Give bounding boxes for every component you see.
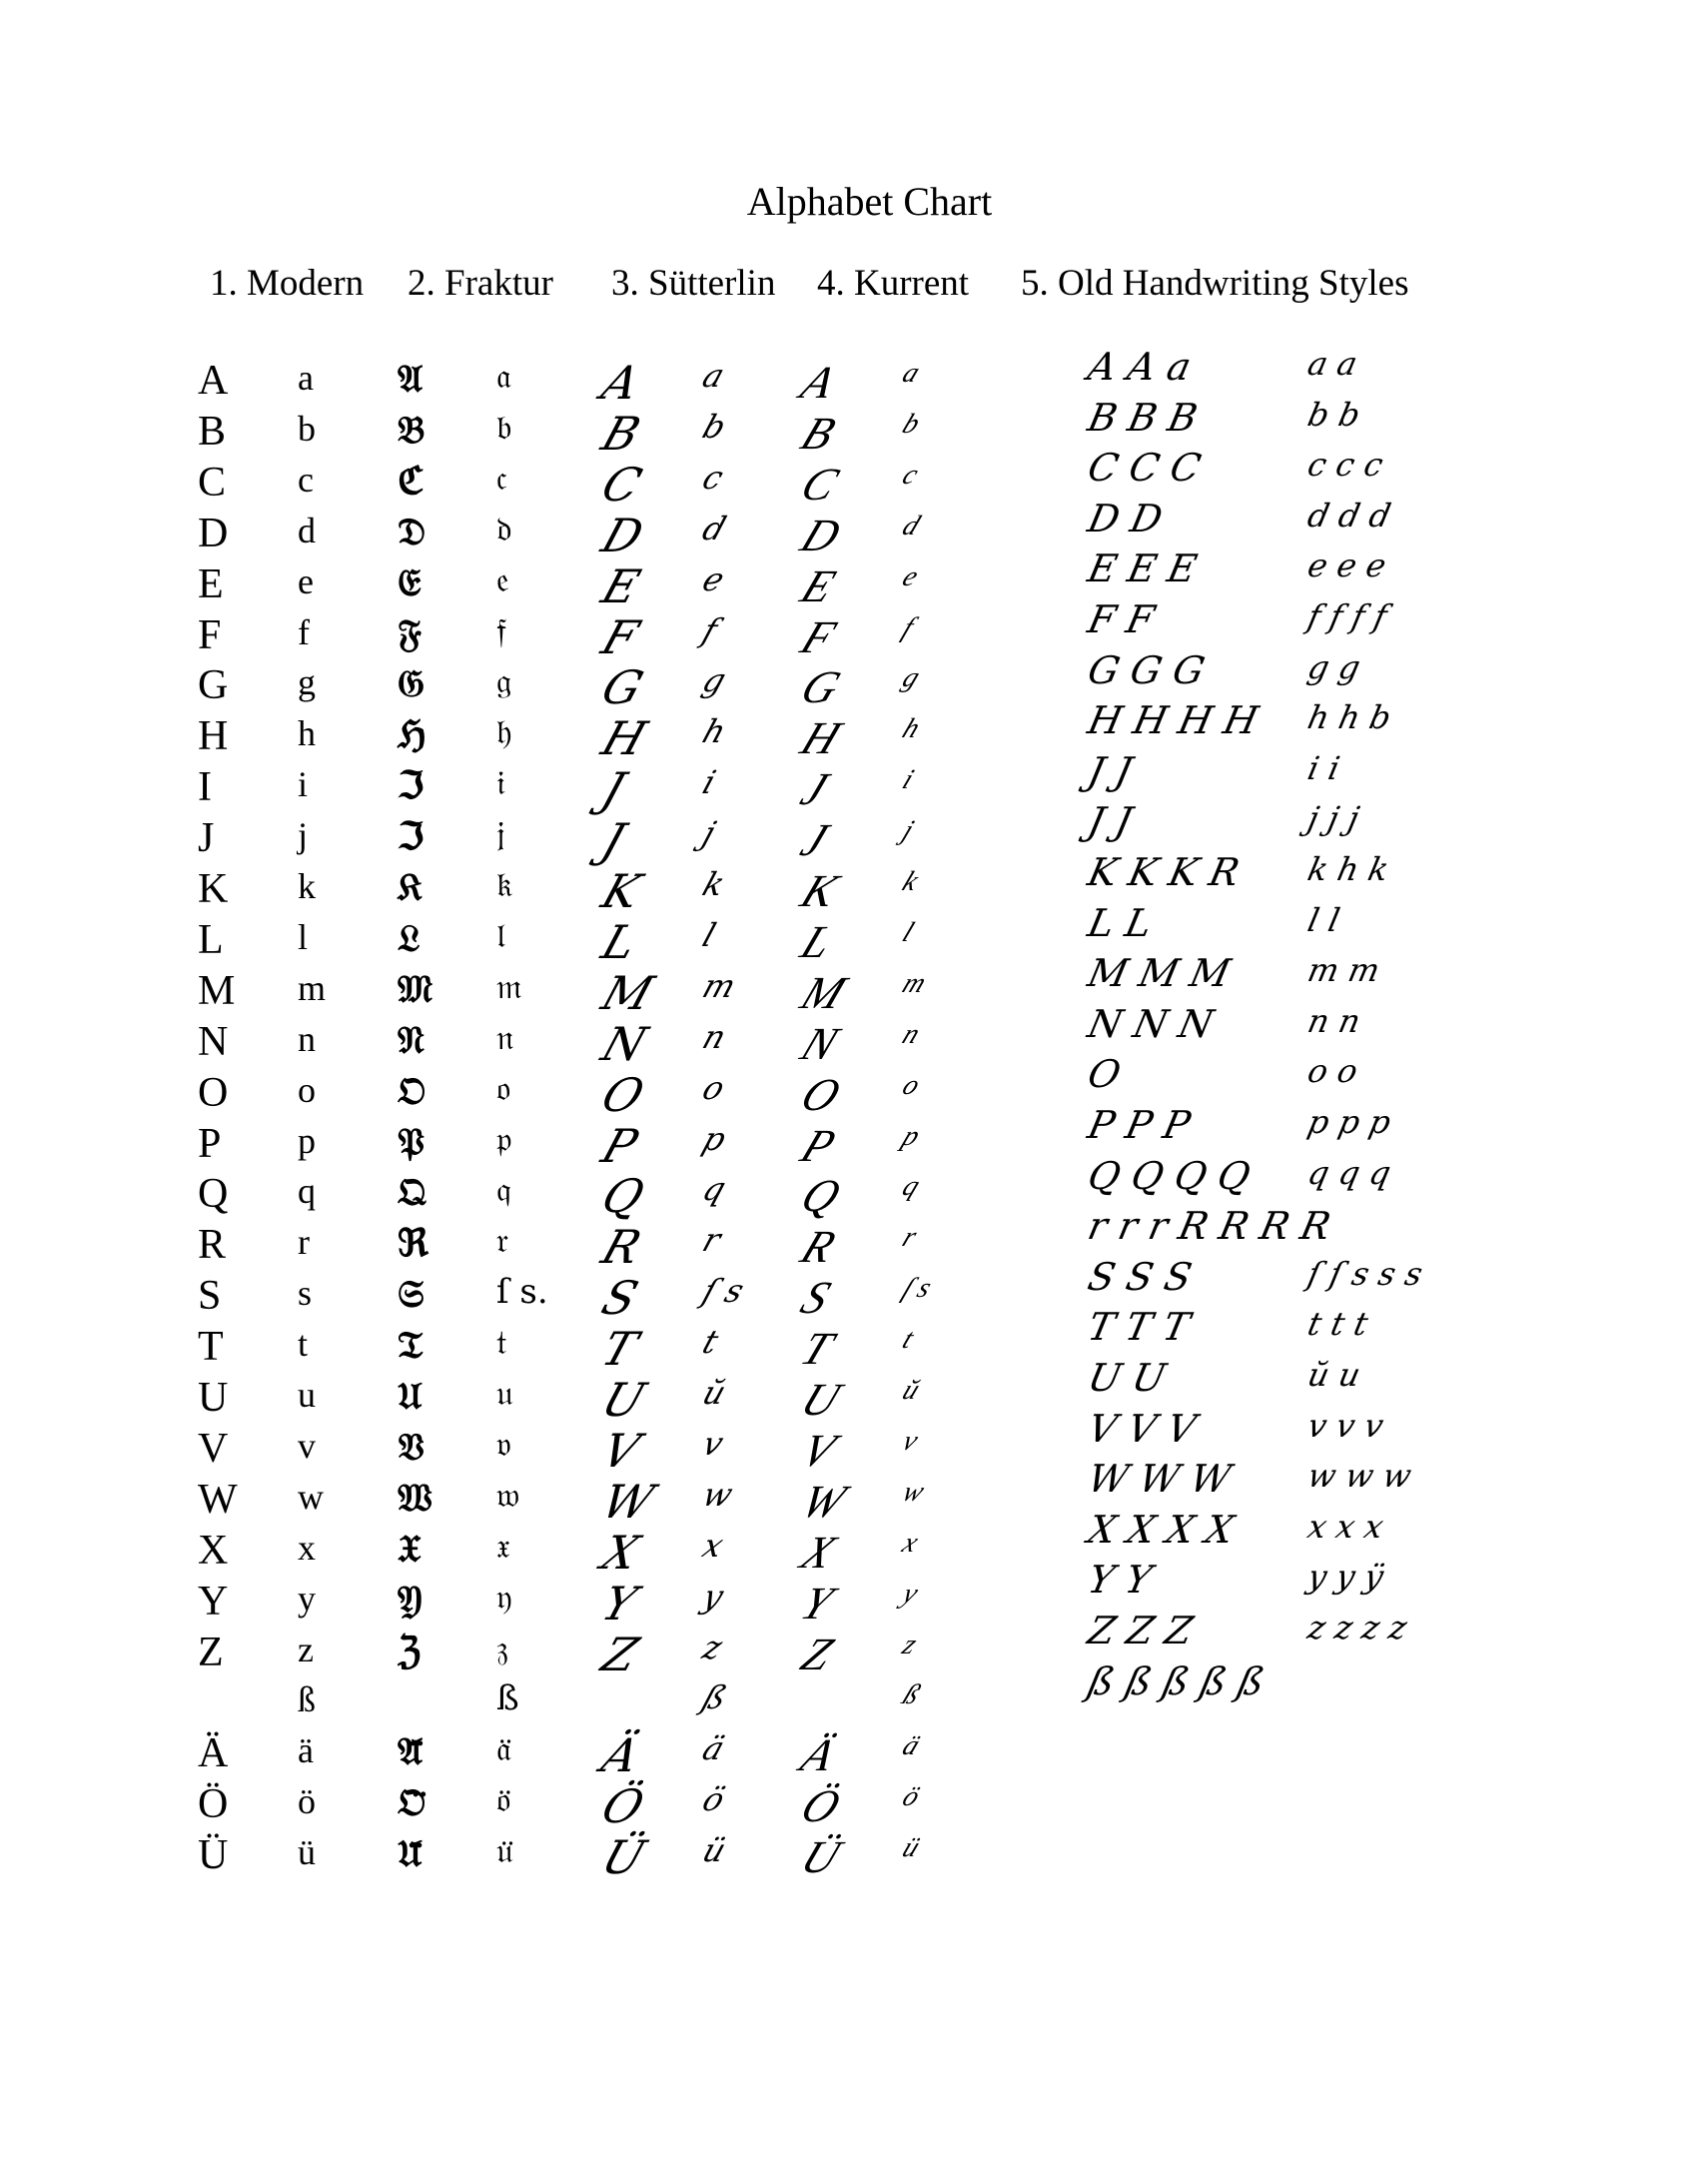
old-style-lower: j j j bbox=[1303, 799, 1363, 837]
old-style-lower: k h k bbox=[1303, 850, 1392, 888]
sutterlin-lower-letter: b bbox=[697, 408, 731, 446]
old-style-lower: h h b bbox=[1303, 698, 1395, 736]
kurrent-lower-letter: ö bbox=[897, 1781, 925, 1812]
sutterlin-upper-letter: P bbox=[595, 1119, 644, 1173]
sutterlin-upper-letter: D bbox=[595, 509, 650, 562]
modern-upper-letter: Z bbox=[198, 1630, 224, 1675]
sutterlin-lower-letter: l bbox=[697, 916, 721, 954]
old-style-upper: D D bbox=[1084, 497, 1167, 541]
old-style-lower: p p p bbox=[1303, 1103, 1394, 1141]
modern-lower-letter: o bbox=[298, 1070, 316, 1110]
modern-upper-letter: F bbox=[198, 612, 222, 658]
fraktur-upper-letter: 𝔙 bbox=[398, 1424, 424, 1469]
sutterlin-lower-letter: ſ s bbox=[697, 1272, 749, 1310]
fraktur-upper-letter: 𝔖 bbox=[398, 1271, 424, 1316]
kurrent-upper-letter: E bbox=[793, 560, 843, 611]
fraktur-upper-letter: 𝔔 bbox=[398, 1169, 426, 1214]
sutterlin-upper-letter: L bbox=[595, 915, 644, 969]
fraktur-lower-letter: 𝔧 bbox=[496, 814, 505, 854]
modern-lower-letter: a bbox=[298, 358, 314, 398]
fraktur-upper-letter: 𝔒̈ bbox=[398, 1779, 426, 1824]
modern-upper-letter: Q bbox=[198, 1171, 229, 1217]
fraktur-lower-letter: 𝔨 bbox=[496, 865, 513, 905]
sutterlin-upper-letter: A bbox=[595, 356, 647, 410]
fraktur-lower-letter: 𝔡 bbox=[496, 510, 512, 549]
modern-lower-letter: f bbox=[298, 612, 310, 652]
modern-lower-letter: ß bbox=[298, 1679, 316, 1719]
modern-upper-letter: H bbox=[198, 713, 229, 759]
old-style-upper: Q Q Q Q bbox=[1084, 1154, 1255, 1198]
fraktur-lower-letter: 𝔮 bbox=[496, 1170, 511, 1210]
modern-lower-letter: ü bbox=[298, 1832, 316, 1872]
fraktur-lower-letter: 𝔟 bbox=[496, 408, 512, 448]
modern-lower-letter: u bbox=[298, 1375, 316, 1415]
old-style-lower: t t t bbox=[1303, 1305, 1371, 1343]
modern-upper-letter: Ü bbox=[198, 1832, 229, 1878]
sutterlin-lower-letter: i bbox=[697, 763, 721, 801]
fraktur-upper-letter: ℜ bbox=[398, 1220, 428, 1265]
fraktur-upper-letter: 𝔘̈ bbox=[398, 1830, 423, 1875]
old-style-upper: W W W bbox=[1084, 1457, 1236, 1501]
modern-lower-letter: c bbox=[298, 460, 314, 500]
old-style-upper: M M M bbox=[1084, 951, 1235, 995]
sutterlin-lower-letter: c bbox=[697, 459, 729, 497]
sutterlin-lower-letter: z bbox=[697, 1629, 728, 1666]
old-style-upper: V V V bbox=[1084, 1407, 1201, 1451]
kurrent-lower-letter: d bbox=[897, 511, 925, 542]
fraktur-upper-letter: 𝔛 bbox=[398, 1526, 422, 1571]
old-style-upper: Z Z Z bbox=[1084, 1609, 1198, 1652]
fraktur-lower-letter: 𝔯 bbox=[496, 1221, 509, 1261]
kurrent-upper-letter: U bbox=[793, 1374, 848, 1425]
old-style-upper: U U bbox=[1084, 1356, 1170, 1400]
sutterlin-lower-letter: h bbox=[697, 712, 731, 750]
modern-lower-letter: z bbox=[298, 1630, 314, 1669]
old-style-upper: C C C bbox=[1084, 446, 1206, 490]
kurrent-lower-letter: v bbox=[897, 1426, 923, 1457]
modern-lower-letter: r bbox=[298, 1222, 310, 1262]
sutterlin-upper-letter: Ä bbox=[595, 1728, 647, 1782]
old-style-lower: ŭ u bbox=[1303, 1356, 1364, 1394]
modern-upper-letter: X bbox=[198, 1528, 229, 1574]
kurrent-lower-letter: x bbox=[897, 1528, 923, 1559]
sutterlin-upper-letter: K bbox=[595, 864, 648, 918]
modern-lower-letter: b bbox=[298, 409, 316, 449]
old-style-lower: e e e bbox=[1303, 546, 1390, 584]
kurrent-upper-letter: K bbox=[793, 865, 846, 916]
kurrent-lower-letter: i bbox=[897, 764, 919, 795]
modern-lower-letter: p bbox=[298, 1121, 316, 1161]
kurrent-lower-letter: t bbox=[897, 1324, 919, 1355]
sutterlin-upper-letter: Z bbox=[595, 1628, 645, 1681]
modern-lower-letter: x bbox=[298, 1528, 316, 1568]
sutterlin-upper-letter: Ö bbox=[595, 1779, 651, 1833]
modern-upper-letter: U bbox=[198, 1375, 229, 1421]
modern-lower-letter: m bbox=[298, 968, 327, 1008]
old-style-lower: n n bbox=[1303, 1002, 1364, 1040]
old-style-lower: l l bbox=[1303, 901, 1343, 939]
kurrent-lower-letter: h bbox=[897, 713, 925, 744]
fraktur-lower-letter: 𝔬̈ bbox=[496, 1780, 511, 1820]
old-style-upper: T T T bbox=[1084, 1305, 1194, 1349]
fraktur-upper-letter: 𝔗 bbox=[398, 1322, 423, 1367]
sutterlin-upper-letter: J bbox=[595, 762, 632, 816]
kurrent-lower-letter: ß bbox=[897, 1679, 925, 1710]
kurrent-lower-letter: b bbox=[897, 409, 925, 440]
kurrent-lower-letter: p bbox=[897, 1121, 925, 1152]
kurrent-upper-letter: G bbox=[793, 661, 848, 712]
kurrent-upper-letter: J bbox=[793, 763, 835, 814]
fraktur-upper-letter: ℑ bbox=[398, 762, 424, 807]
sutterlin-upper-letter: M bbox=[595, 966, 660, 1020]
old-style-upper: F F bbox=[1084, 597, 1159, 641]
old-style-lower: y y ÿ bbox=[1303, 1558, 1387, 1596]
sutterlin-lower-letter: x bbox=[697, 1527, 729, 1565]
kurrent-upper-letter: Ü bbox=[793, 1831, 848, 1882]
fraktur-lower-letter: 𝔲̈ bbox=[496, 1831, 513, 1871]
kurrent-upper-letter: Ä bbox=[793, 1729, 843, 1780]
sutterlin-upper-letter: C bbox=[595, 458, 648, 512]
fraktur-upper-letter: 𝔅 bbox=[398, 407, 425, 452]
old-style-lower: x x x bbox=[1303, 1508, 1387, 1546]
fraktur-upper-letter: 𝔈 bbox=[398, 559, 422, 604]
old-style-upper: Y Y bbox=[1084, 1558, 1156, 1602]
kurrent-lower-letter: ŭ bbox=[897, 1375, 925, 1406]
fraktur-upper-letter: 𝔒 bbox=[398, 1068, 426, 1113]
fraktur-lower-letter: 𝔷 bbox=[496, 1629, 509, 1668]
old-style-lower: v v v bbox=[1303, 1407, 1387, 1445]
kurrent-upper-letter: Q bbox=[793, 1170, 848, 1221]
fraktur-upper-letter: 𝔏 bbox=[398, 915, 421, 960]
fraktur-upper-letter: 𝔉 bbox=[398, 610, 423, 655]
modern-lower-letter: g bbox=[298, 662, 316, 702]
header-sutterlin: 3. Sütterlin bbox=[611, 263, 776, 304]
modern-upper-letter: I bbox=[198, 764, 212, 810]
sutterlin-lower-letter: r bbox=[697, 1221, 726, 1259]
fraktur-lower-letter: ſ s. bbox=[496, 1272, 548, 1312]
header-fraktur: 2. Fraktur bbox=[408, 263, 553, 304]
modern-lower-letter: n bbox=[298, 1019, 316, 1059]
sutterlin-upper-letter: S bbox=[595, 1271, 645, 1325]
fraktur-upper-letter: 𝔓 bbox=[398, 1119, 425, 1164]
modern-upper-letter: V bbox=[198, 1426, 229, 1472]
fraktur-lower-letter: 𝔞 bbox=[496, 357, 511, 397]
sutterlin-lower-letter: f bbox=[697, 611, 723, 649]
old-style-lower: z z z z bbox=[1303, 1609, 1410, 1646]
sutterlin-upper-letter: H bbox=[595, 711, 653, 765]
fraktur-upper-letter: 𝔚 bbox=[398, 1475, 432, 1520]
old-style-lower: b b bbox=[1303, 396, 1364, 434]
sutterlin-lower-letter: v bbox=[697, 1425, 729, 1463]
sutterlin-upper-letter: Ü bbox=[595, 1830, 652, 1884]
fraktur-lower-letter: 𝔪 bbox=[496, 967, 522, 1007]
modern-upper-letter: D bbox=[198, 511, 229, 556]
modern-upper-letter: L bbox=[198, 917, 224, 963]
old-style-lower: a a bbox=[1303, 345, 1361, 383]
header-modern: 1. Modern bbox=[210, 263, 365, 304]
fraktur-upper-letter: ℭ bbox=[398, 458, 424, 503]
modern-upper-letter: Y bbox=[198, 1579, 229, 1625]
modern-upper-letter: R bbox=[198, 1222, 227, 1268]
sutterlin-lower-letter: d bbox=[697, 510, 731, 547]
sutterlin-lower-letter: ö bbox=[697, 1780, 730, 1818]
sutterlin-upper-letter: F bbox=[595, 610, 645, 664]
kurrent-upper-letter: C bbox=[793, 459, 846, 510]
sutterlin-lower-letter: p bbox=[697, 1120, 731, 1158]
modern-lower-letter: h bbox=[298, 713, 316, 753]
fraktur-upper-letter: 𝔊 bbox=[398, 660, 425, 705]
sutterlin-upper-letter: E bbox=[595, 559, 647, 613]
header-kurrent: 4. Kurrent bbox=[817, 263, 970, 304]
modern-upper-letter: C bbox=[198, 460, 227, 506]
fraktur-upper-letter: ℌ bbox=[398, 711, 426, 756]
kurrent-lower-letter: a bbox=[897, 358, 925, 389]
fraktur-upper-letter: 𝔄̈ bbox=[398, 1728, 423, 1773]
modern-lower-letter: l bbox=[298, 917, 309, 957]
kurrent-upper-letter: Z bbox=[793, 1629, 841, 1679]
modern-lower-letter: y bbox=[298, 1579, 316, 1619]
old-style-upper: J J bbox=[1084, 749, 1137, 793]
modern-upper-letter: A bbox=[198, 358, 229, 404]
header-old-handwriting: 5. Old Handwriting Styles bbox=[1021, 263, 1409, 304]
old-style-upper: X X X X bbox=[1084, 1508, 1239, 1552]
fraktur-lower-letter: 𝔣 bbox=[496, 611, 507, 651]
old-style-upper: O bbox=[1084, 1052, 1125, 1096]
sutterlin-lower-letter: o bbox=[697, 1069, 730, 1107]
kurrent-upper-letter: F bbox=[793, 611, 843, 662]
modern-lower-letter: k bbox=[298, 866, 316, 906]
sutterlin-lower-letter: k bbox=[697, 865, 730, 903]
kurrent-upper-letter: A bbox=[793, 357, 843, 408]
sutterlin-lower-letter: ŭ bbox=[697, 1374, 731, 1412]
kurrent-upper-letter: V bbox=[793, 1425, 843, 1476]
fraktur-upper-letter: ℨ bbox=[398, 1628, 422, 1672]
kurrent-lower-letter: j bbox=[897, 815, 919, 846]
fraktur-lower-letter: 𝔱 bbox=[496, 1323, 507, 1363]
kurrent-lower-letter: l bbox=[897, 917, 919, 948]
old-style-upper: A A a bbox=[1084, 345, 1196, 389]
sutterlin-lower-letter: ä bbox=[697, 1729, 730, 1767]
kurrent-lower-letter: q bbox=[897, 1171, 925, 1202]
old-style-lower: g g bbox=[1303, 648, 1364, 686]
kurrent-lower-letter: y bbox=[897, 1579, 923, 1610]
sutterlin-upper-letter: B bbox=[595, 407, 647, 461]
old-style-lower: w w w bbox=[1303, 1457, 1415, 1495]
sutterlin-lower-letter: t bbox=[697, 1323, 724, 1361]
sutterlin-upper-letter: Q bbox=[595, 1169, 651, 1223]
fraktur-upper-letter: ℑ bbox=[398, 813, 424, 858]
sutterlin-lower-letter: ü bbox=[697, 1831, 731, 1869]
kurrent-lower-letter: c bbox=[897, 460, 923, 491]
sutterlin-upper-letter: Y bbox=[595, 1577, 644, 1631]
sutterlin-lower-letter: m bbox=[697, 967, 741, 1005]
kurrent-upper-letter: Y bbox=[793, 1578, 841, 1629]
modern-lower-letter: i bbox=[298, 764, 309, 804]
kurrent-lower-letter: z bbox=[897, 1630, 922, 1660]
fraktur-upper-letter: 𝔄 bbox=[398, 356, 423, 401]
old-style-upper: ß ß ß ß ß bbox=[1084, 1659, 1268, 1703]
kurrent-lower-letter: r bbox=[897, 1222, 922, 1253]
kurrent-upper-letter: W bbox=[793, 1476, 853, 1527]
modern-lower-letter: e bbox=[298, 561, 314, 601]
fraktur-lower-letter: 𝔤 bbox=[496, 661, 512, 701]
kurrent-upper-letter: M bbox=[793, 967, 853, 1018]
modern-lower-letter: w bbox=[298, 1477, 324, 1517]
modern-upper-letter: Ä bbox=[198, 1730, 229, 1776]
fraktur-upper-letter: 𝔘 bbox=[398, 1373, 423, 1418]
kurrent-lower-letter: e bbox=[897, 561, 923, 592]
old-style-lower: m m bbox=[1303, 951, 1383, 989]
kurrent-upper-letter: B bbox=[793, 408, 843, 459]
kurrent-upper-letter: L bbox=[793, 916, 841, 967]
fraktur-upper-letter: 𝔑 bbox=[398, 1017, 425, 1062]
fraktur-lower-letter: 𝔵 bbox=[496, 1527, 510, 1567]
modern-lower-letter: d bbox=[298, 511, 316, 550]
sutterlin-lower-letter: e bbox=[697, 560, 730, 598]
modern-lower-letter: q bbox=[298, 1171, 316, 1211]
fraktur-lower-letter: 𝔳 bbox=[496, 1425, 512, 1465]
modern-lower-letter: s bbox=[298, 1273, 313, 1313]
old-style-upper: L L bbox=[1084, 901, 1157, 945]
old-style-upper: K K K R bbox=[1084, 850, 1244, 894]
sutterlin-lower-letter: j bbox=[697, 814, 721, 852]
kurrent-lower-letter: n bbox=[897, 1019, 925, 1050]
kurrent-upper-letter: N bbox=[793, 1018, 846, 1069]
sutterlin-upper-letter: W bbox=[595, 1475, 661, 1529]
old-style-lower: ſ ſ s s s bbox=[1303, 1255, 1426, 1293]
old-style-upper: G G G bbox=[1084, 648, 1209, 692]
sutterlin-lower-letter: n bbox=[697, 1018, 731, 1056]
sutterlin-upper-letter: J bbox=[595, 813, 632, 867]
kurrent-lower-letter: o bbox=[897, 1070, 925, 1101]
page-title: Alphabet Chart bbox=[746, 179, 993, 224]
old-style-lower: i i bbox=[1303, 749, 1343, 787]
kurrent-upper-letter: T bbox=[793, 1323, 841, 1374]
modern-upper-letter: E bbox=[198, 561, 224, 607]
kurrent-lower-letter: ä bbox=[897, 1730, 925, 1761]
fraktur-lower-letter: 𝔫 bbox=[496, 1018, 514, 1058]
fraktur-lower-letter: 𝔦 bbox=[496, 763, 505, 803]
modern-upper-letter: G bbox=[198, 662, 229, 708]
kurrent-lower-letter: k bbox=[897, 866, 923, 897]
old-style-lower: q q q bbox=[1303, 1154, 1394, 1192]
kurrent-upper-letter: J bbox=[793, 814, 835, 865]
sutterlin-lower-letter: q bbox=[697, 1170, 731, 1208]
old-style-upper: H H H H bbox=[1084, 698, 1263, 742]
sutterlin-upper-letter: R bbox=[595, 1220, 648, 1274]
fraktur-lower-letter: 𝔬 bbox=[496, 1069, 511, 1109]
kurrent-upper-letter: R bbox=[793, 1221, 843, 1272]
kurrent-lower-letter: m bbox=[897, 968, 931, 999]
kurrent-upper-letter: D bbox=[793, 510, 848, 560]
modern-upper-letter: O bbox=[198, 1070, 229, 1116]
sutterlin-upper-letter: O bbox=[595, 1068, 651, 1122]
fraktur-lower-letter: 𝔶 bbox=[496, 1578, 512, 1618]
fraktur-lower-letter: 𝔠 bbox=[496, 459, 507, 499]
modern-upper-letter: J bbox=[198, 815, 215, 861]
old-style-upper: B B B bbox=[1084, 396, 1202, 440]
fraktur-lower-letter: ß bbox=[496, 1678, 519, 1718]
old-style-upper: r r r R R R R bbox=[1084, 1204, 1335, 1248]
sutterlin-lower-letter: w bbox=[697, 1476, 738, 1514]
sutterlin-lower-letter: g bbox=[697, 661, 731, 699]
fraktur-upper-letter: 𝔇 bbox=[398, 509, 426, 553]
modern-upper-letter: M bbox=[198, 968, 236, 1014]
modern-upper-letter: W bbox=[198, 1477, 238, 1523]
kurrent-upper-letter: O bbox=[793, 1069, 848, 1120]
kurrent-upper-letter: H bbox=[793, 712, 848, 763]
modern-upper-letter: P bbox=[198, 1121, 222, 1167]
modern-upper-letter: B bbox=[198, 409, 227, 455]
sutterlin-upper-letter: T bbox=[595, 1322, 644, 1376]
old-style-upper: E E E bbox=[1084, 546, 1202, 590]
old-style-lower: c c c bbox=[1303, 446, 1387, 484]
fraktur-lower-letter: 𝔥 bbox=[496, 712, 512, 752]
fraktur-upper-letter: 𝔜 bbox=[398, 1577, 423, 1622]
fraktur-upper-letter: 𝔎 bbox=[398, 864, 423, 909]
sutterlin-upper-letter: N bbox=[595, 1017, 654, 1071]
modern-upper-letter: S bbox=[198, 1273, 222, 1319]
modern-upper-letter: N bbox=[198, 1019, 229, 1065]
fraktur-lower-letter: 𝔩 bbox=[496, 916, 505, 956]
old-style-upper: P P P bbox=[1084, 1103, 1195, 1147]
kurrent-lower-letter: ü bbox=[897, 1832, 925, 1863]
kurrent-upper-letter: S bbox=[793, 1272, 838, 1323]
sutterlin-upper-letter: U bbox=[595, 1373, 652, 1427]
old-style-upper: N N N bbox=[1084, 1002, 1218, 1046]
fraktur-upper-letter: 𝔐 bbox=[398, 966, 432, 1011]
kurrent-lower-letter: ſ s bbox=[897, 1273, 937, 1304]
sutterlin-lower-letter: ß bbox=[697, 1678, 732, 1716]
fraktur-lower-letter: 𝔞̈ bbox=[496, 1729, 511, 1769]
old-style-lower: f f f f bbox=[1303, 597, 1390, 635]
kurrent-upper-letter: Ö bbox=[793, 1780, 848, 1831]
fraktur-lower-letter: 𝔴 bbox=[496, 1476, 520, 1516]
kurrent-upper-letter: P bbox=[793, 1120, 843, 1171]
old-style-lower: d d d bbox=[1303, 497, 1394, 535]
sutterlin-lower-letter: a bbox=[697, 357, 730, 395]
kurrent-lower-letter: w bbox=[897, 1477, 930, 1508]
modern-upper-letter: K bbox=[198, 866, 229, 912]
modern-upper-letter: Ö bbox=[198, 1781, 229, 1827]
kurrent-lower-letter: g bbox=[897, 662, 925, 693]
sutterlin-upper-letter: X bbox=[595, 1526, 646, 1580]
modern-lower-letter: v bbox=[298, 1426, 316, 1466]
sutterlin-upper-letter: G bbox=[595, 660, 650, 714]
kurrent-lower-letter: f bbox=[897, 612, 919, 643]
modern-lower-letter: j bbox=[298, 815, 309, 855]
fraktur-lower-letter: 𝔢 bbox=[496, 560, 509, 600]
modern-upper-letter: T bbox=[198, 1324, 224, 1370]
old-style-upper: S S S bbox=[1084, 1255, 1196, 1299]
fraktur-lower-letter: 𝔭 bbox=[496, 1120, 512, 1160]
fraktur-lower-letter: 𝔲 bbox=[496, 1374, 513, 1414]
modern-lower-letter: t bbox=[298, 1324, 309, 1364]
old-style-lower: o o bbox=[1303, 1052, 1361, 1090]
modern-lower-letter: ä bbox=[298, 1730, 314, 1770]
sutterlin-upper-letter: V bbox=[595, 1424, 647, 1478]
modern-lower-letter: ö bbox=[298, 1781, 316, 1821]
old-style-upper: J J bbox=[1084, 799, 1137, 843]
kurrent-upper-letter: X bbox=[793, 1527, 843, 1578]
sutterlin-lower-letter: y bbox=[697, 1578, 729, 1616]
